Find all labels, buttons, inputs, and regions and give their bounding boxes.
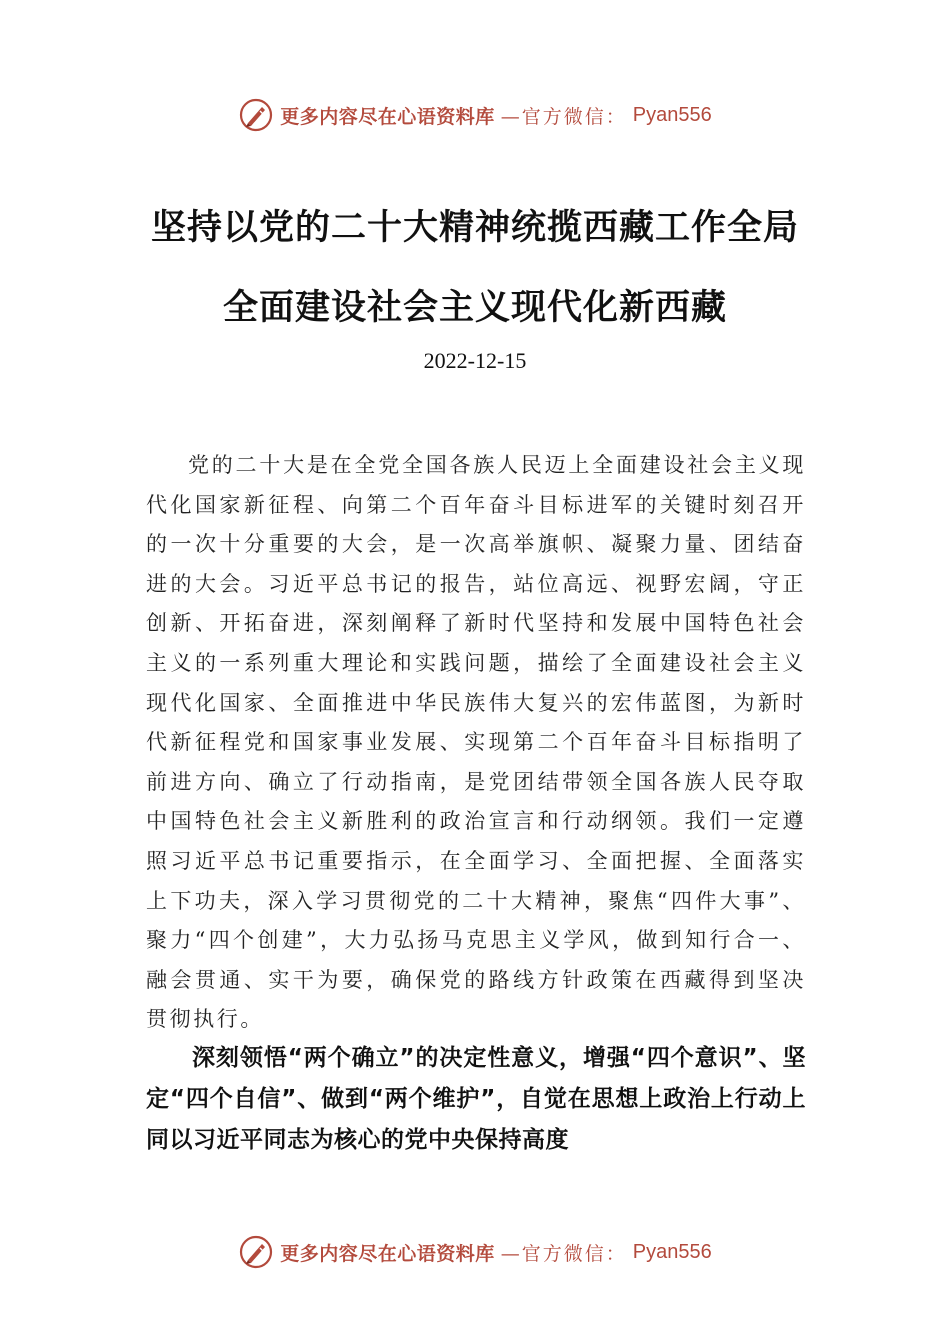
pen-nib-logo-icon [238, 97, 274, 133]
footer-banner [0, 1232, 950, 1272]
footer-brand-text: 更多内容尽在心语资料库 [280, 1242, 495, 1265]
body-paragraph-1: 党的二十大是在全党全国各族人民迈上全面建设社会主义现代化国家新征程、向第二个百年奋斗目标进军的关键时刻召开的一次十分重要的大会，是一次高举旗帜、凝聚力量、团结奋进的大会。习近平总书记的报告，站位高远、视野宏阔，守正创新、开拓奋进，深刻阐释了新时代坚持和发展中国特色社会主义的一系列重大理论和实践问题，描绘了全面建设社会主义现代化国家、全面推进中华民族伟大复兴的宏伟蓝图，为新时代新征程党和国家事业发展、实现第二个百年奋斗目标指明了前进方向、确立了行动指南，是党团结带领全国各族人民夺取中国特色社会主义新胜利的政治宣言和行动纲领。我们一定遵照习近平总书记重要指示，在全面学习、全面把握、全面落实上下功夫，深入学习贯彻党的二十大精神，聚焦“四件大事”、聚力“四个创建”，大力弘扬马克思主义学风，做到知行合一、融会贯通、实干为要，确保党的路线方针政策在西藏得到坚决贯彻执行。 [146, 453, 806, 1032]
page-title-line-2: 全面建设社会主义现代化新西藏 [222, 288, 727, 328]
footer-wechat-id: Pyan556 [632, 1240, 712, 1263]
banner-official-label: —官方微信： [500, 105, 627, 128]
banner-brand-text: 更多内容尽在心语资料库 [280, 105, 495, 128]
header-banner [0, 95, 950, 135]
page-title-line-1: 坚持以党的二十大精神统揽西藏工作全局 [150, 208, 799, 248]
section-heading-paragraph: 深刻领悟“两个确立”的决定性意义，增强“四个意识”、坚定“四个自信”、做到“两个维护”，自觉在思想上政治上行动上同以习近平同志为核心的党中央保持高度 [146, 1045, 806, 1153]
pen-nib-logo-icon [238, 1234, 274, 1270]
footer-official-label: —官方微信： [500, 1242, 627, 1265]
publish-date: 2022-12-15 [423, 348, 527, 373]
banner-wechat-id: Pyan556 [632, 103, 712, 126]
